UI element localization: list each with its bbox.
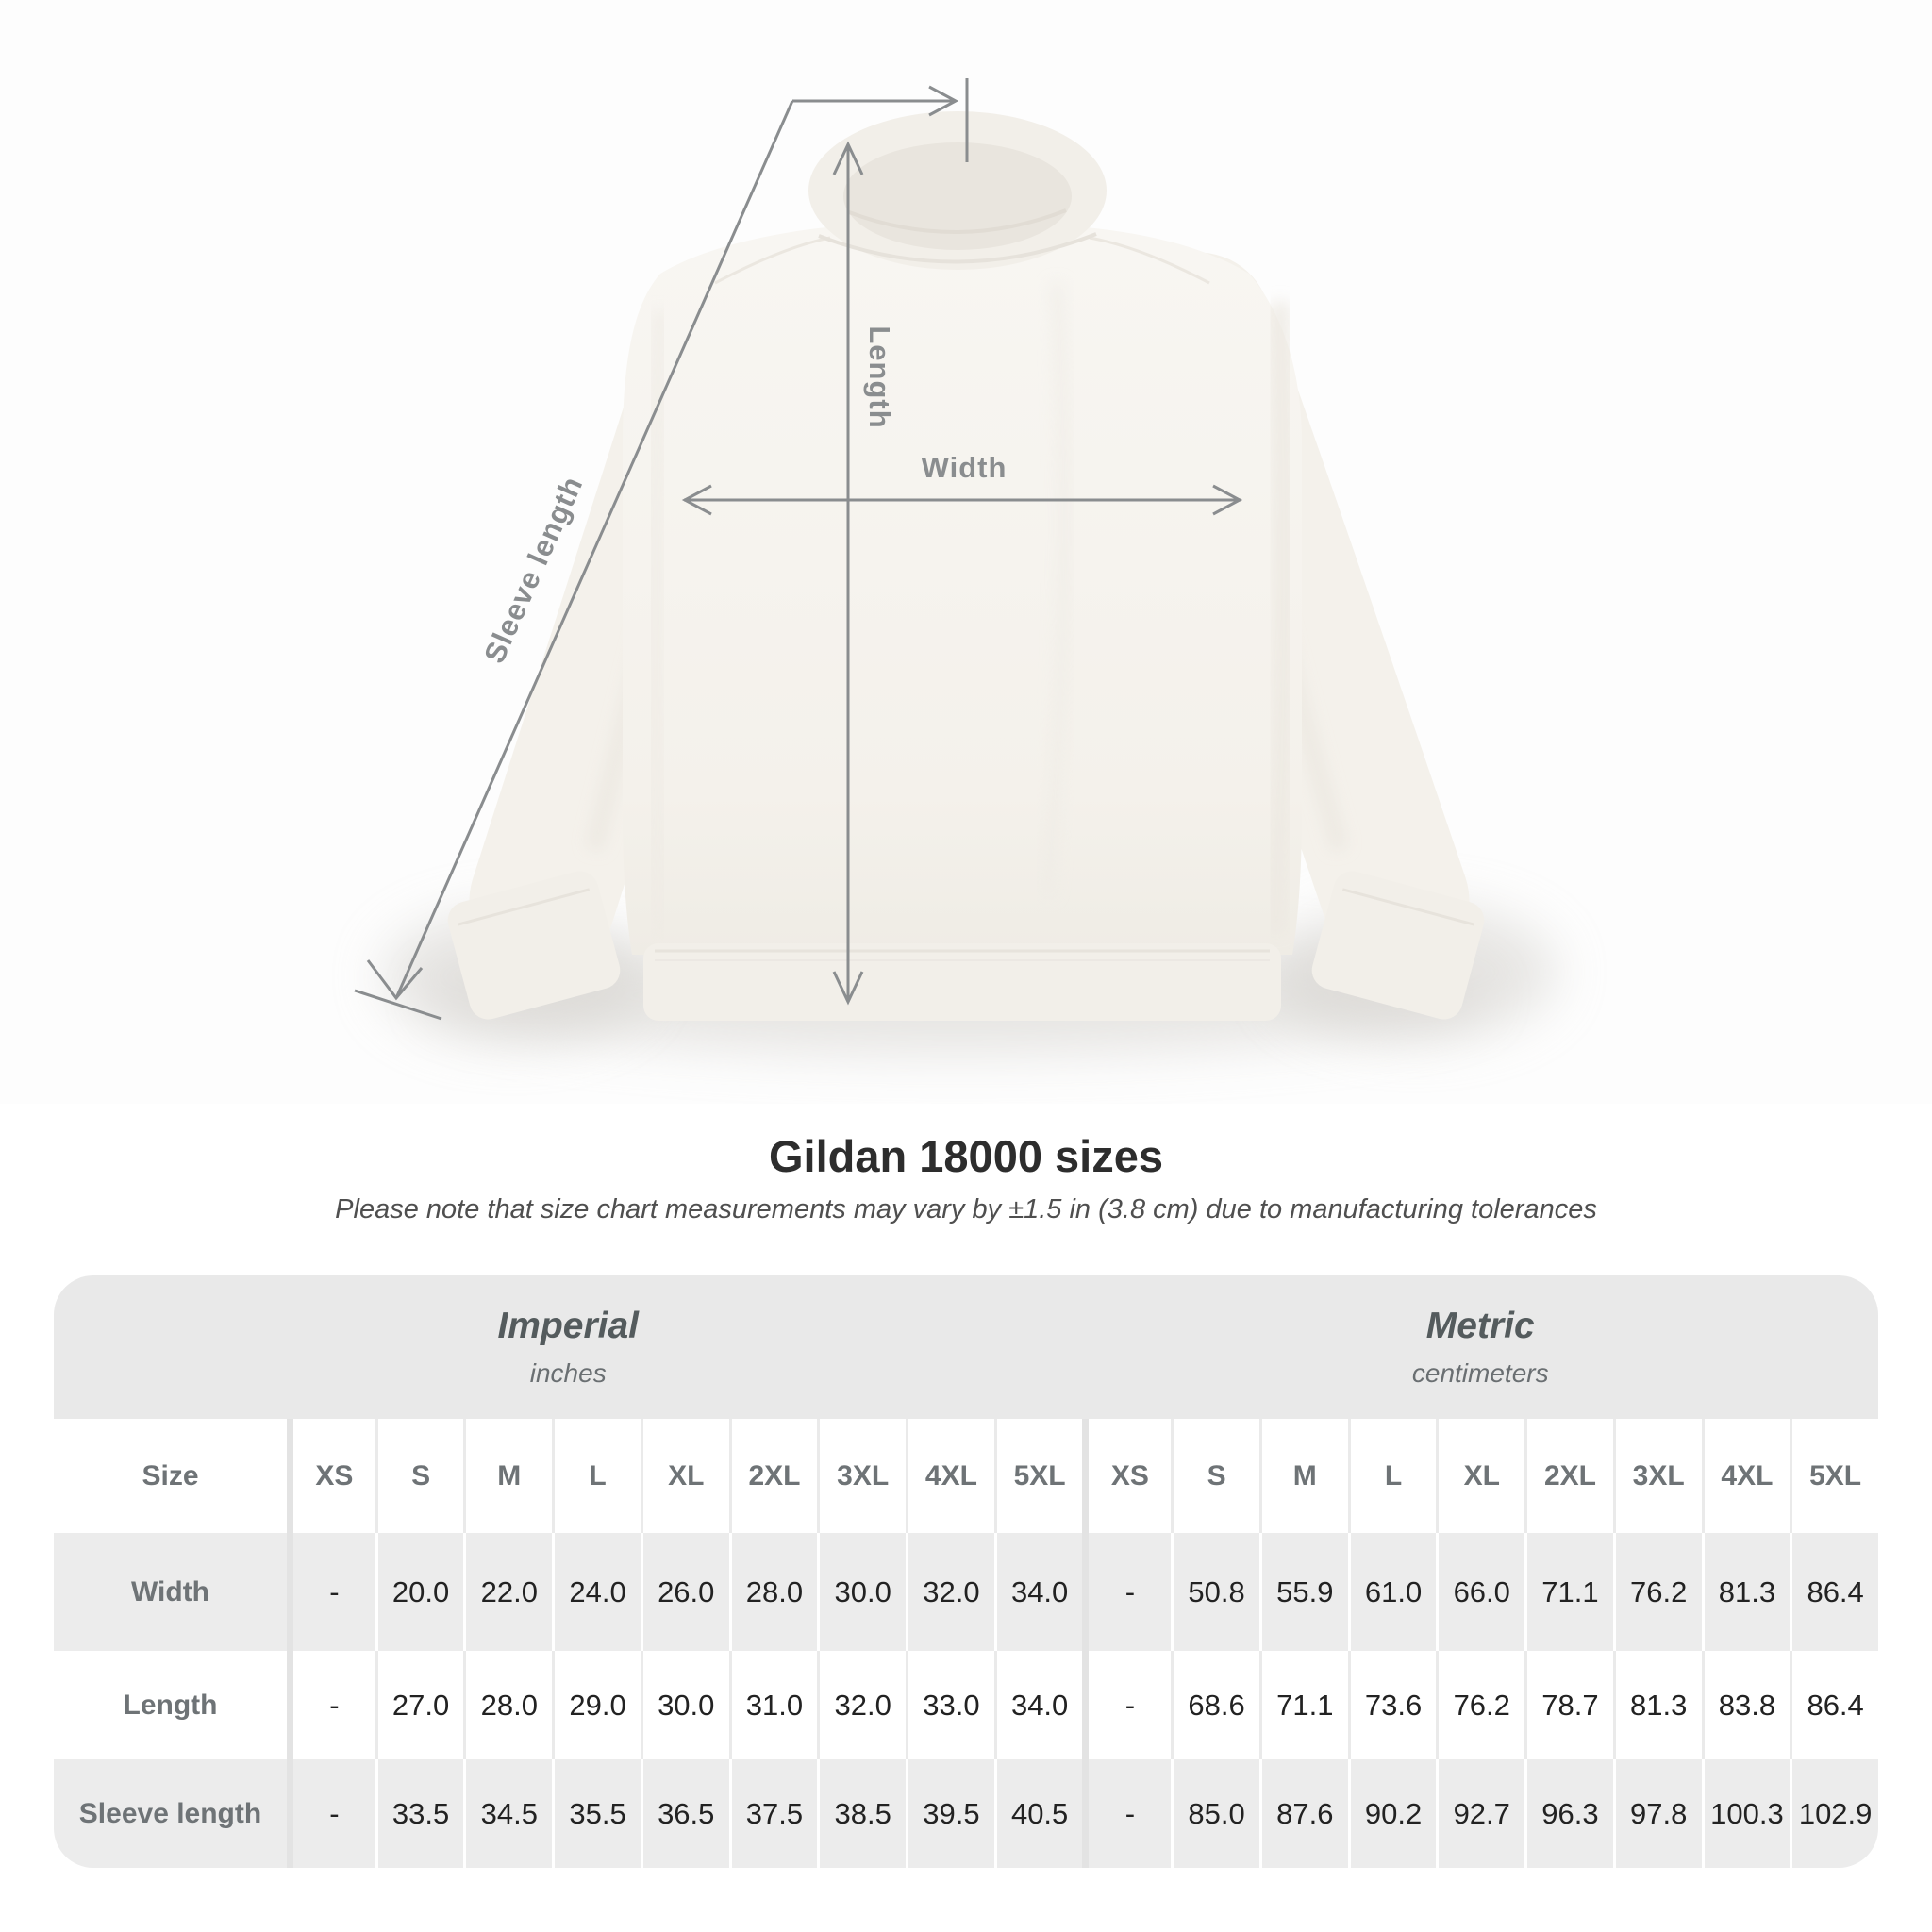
value-cell-imperial: 38.5 (817, 1759, 906, 1868)
value-cell-metric: 102.9 (1790, 1759, 1878, 1868)
value-cell-metric: 100.3 (1702, 1759, 1790, 1868)
value-cell-metric: 68.6 (1171, 1651, 1259, 1759)
value-cell-imperial: 26.0 (641, 1533, 729, 1651)
value-cell-metric: 96.3 (1524, 1759, 1613, 1868)
value-cell-imperial: 22.0 (463, 1533, 552, 1651)
value-cell-metric: 81.3 (1702, 1533, 1790, 1651)
value-cell-imperial: 33.0 (906, 1651, 994, 1759)
value-cell-imperial: 40.5 (994, 1759, 1083, 1868)
length-label: Length (863, 325, 896, 429)
size-header-imperial: XL (641, 1419, 729, 1533)
value-cell-imperial: 34.5 (463, 1759, 552, 1868)
metric-header (1082, 1275, 1878, 1419)
value-cell-imperial: 39.5 (906, 1759, 994, 1868)
value-cell-metric: 81.3 (1613, 1651, 1702, 1759)
value-cell-metric: 71.1 (1524, 1533, 1613, 1651)
size-header-imperial: 5XL (994, 1419, 1083, 1533)
size-header-imperial: L (552, 1419, 641, 1533)
value-cell-metric: 50.8 (1171, 1533, 1259, 1651)
value-cell-metric: 73.6 (1348, 1651, 1437, 1759)
value-cell-imperial: - (287, 1759, 375, 1868)
size-header-imperial: XS (287, 1419, 375, 1533)
value-cell-metric: - (1082, 1759, 1171, 1868)
value-cell-metric: 86.4 (1790, 1533, 1878, 1651)
value-cell-metric: 86.4 (1790, 1651, 1878, 1759)
size-header-metric: 4XL (1702, 1419, 1790, 1533)
size-header-imperial: 2XL (729, 1419, 818, 1533)
sweatshirt-body (623, 225, 1302, 955)
row-label-cell: Width (54, 1533, 287, 1651)
value-cell-imperial: 34.0 (994, 1651, 1083, 1759)
value-cell-imperial: 31.0 (729, 1651, 818, 1759)
value-cell-imperial: 29.0 (552, 1651, 641, 1759)
value-cell-imperial: 32.0 (906, 1533, 994, 1651)
size-header-metric: M (1259, 1419, 1348, 1533)
size-header-metric: S (1171, 1419, 1259, 1533)
value-cell-metric: 71.1 (1259, 1651, 1348, 1759)
size-header-imperial: 4XL (906, 1419, 994, 1533)
value-cell-metric: 87.6 (1259, 1759, 1348, 1868)
value-cell-imperial: 32.0 (817, 1651, 906, 1759)
collar (808, 111, 1107, 270)
size-header-metric: 3XL (1613, 1419, 1702, 1533)
imperial-label: Imperial (497, 1306, 640, 1346)
hem-ribbing (643, 943, 1281, 1021)
value-cell-metric: 61.0 (1348, 1533, 1437, 1651)
value-cell-imperial: 30.0 (817, 1533, 906, 1651)
value-cell-metric: - (1082, 1533, 1171, 1651)
value-cell-metric: 85.0 (1171, 1759, 1259, 1868)
width-label: Width (921, 451, 1008, 484)
value-cell-metric: 92.7 (1436, 1759, 1524, 1868)
imperial-header (54, 1275, 1082, 1419)
value-cell-imperial: 20.0 (375, 1533, 464, 1651)
value-cell-metric: 55.9 (1259, 1533, 1348, 1651)
value-cell-imperial: 30.0 (641, 1651, 729, 1759)
value-cell-imperial: 34.0 (994, 1533, 1083, 1651)
sleeve-length-label: Sleeve length (477, 471, 590, 669)
metric-unit-label: centimeters (1411, 1358, 1549, 1388)
size-header-imperial: 3XL (817, 1419, 906, 1533)
row-label-cell: Sleeve length (54, 1759, 287, 1868)
value-cell-imperial: 33.5 (375, 1759, 464, 1868)
value-cell-imperial: 36.5 (641, 1759, 729, 1868)
size-header-metric: 5XL (1790, 1419, 1878, 1533)
value-cell-imperial: - (287, 1651, 375, 1759)
size-table (54, 1275, 1878, 1868)
size-header-metric: 2XL (1524, 1419, 1613, 1533)
size-header-imperial: M (463, 1419, 552, 1533)
imperial-unit-label: inches (529, 1358, 607, 1388)
value-cell-imperial: 28.0 (463, 1651, 552, 1759)
metric-label: Metric (1425, 1306, 1535, 1346)
size-header-metric: XS (1082, 1419, 1171, 1533)
value-cell-metric: 66.0 (1436, 1533, 1524, 1651)
value-cell-imperial: 24.0 (552, 1533, 641, 1651)
tolerance-note: Please note that size chart measurements may vary by ±1.5 in (3.8 cm) due to manufacturing tolerances (335, 1194, 1597, 1224)
value-cell-metric: 76.2 (1436, 1651, 1524, 1759)
size-header-imperial: S (375, 1419, 464, 1533)
value-cell-imperial: 37.5 (729, 1759, 818, 1868)
value-cell-imperial: - (287, 1533, 375, 1651)
value-cell-metric: 76.2 (1613, 1533, 1702, 1651)
size-column-header: Size (54, 1419, 287, 1533)
value-cell-metric: 97.8 (1613, 1759, 1702, 1868)
page-title: Gildan 18000 sizes (768, 1131, 1164, 1181)
value-cell-imperial: 35.5 (552, 1759, 641, 1868)
value-cell-metric: 78.7 (1524, 1651, 1613, 1759)
value-cell-metric: 90.2 (1348, 1759, 1437, 1868)
row-label-cell: Length (54, 1651, 287, 1759)
value-cell-imperial: 28.0 (729, 1533, 818, 1651)
size-header-metric: XL (1436, 1419, 1524, 1533)
value-cell-imperial: 27.0 (375, 1651, 464, 1759)
value-cell-metric: - (1082, 1651, 1171, 1759)
value-cell-metric: 83.8 (1702, 1651, 1790, 1759)
size-header-metric: L (1348, 1419, 1437, 1533)
